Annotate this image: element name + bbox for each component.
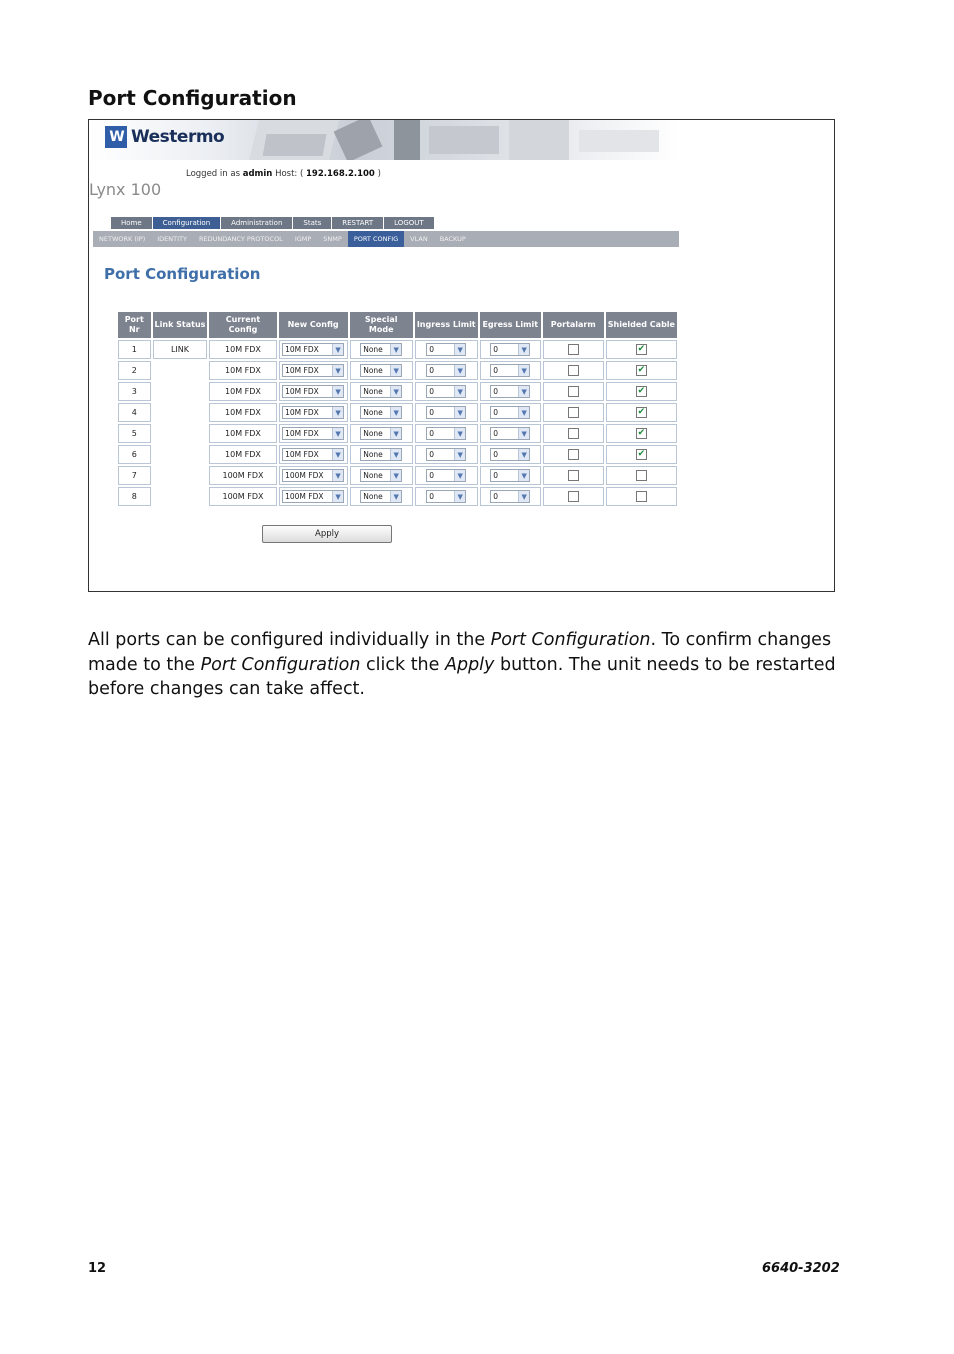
chevron-down-icon: ▼ bbox=[390, 386, 401, 397]
current-config-cell: 10M FDX bbox=[209, 445, 276, 464]
chevron-down-icon: ▼ bbox=[518, 449, 529, 460]
select-value: 0 bbox=[429, 345, 435, 354]
table-row bbox=[118, 361, 677, 380]
column-header: Link Status bbox=[153, 312, 208, 338]
screenshot-figure bbox=[88, 119, 835, 592]
subtab-vlan[interactable]: VLAN bbox=[410, 235, 428, 243]
ingress-limit-select[interactable] bbox=[426, 427, 466, 440]
special-mode-cell bbox=[350, 382, 413, 401]
brand-wordmark: Westermo bbox=[131, 127, 225, 147]
select-value: 0 bbox=[493, 408, 499, 417]
portalarm-cell bbox=[543, 361, 604, 380]
description-text: . To confirm changes made to the bbox=[88, 630, 832, 675]
ingress-limit-select[interactable] bbox=[426, 343, 466, 356]
tab-administration[interactable]: Administration bbox=[221, 217, 292, 229]
table-header-row bbox=[118, 312, 677, 338]
subtab-identity[interactable]: IDENTITY bbox=[157, 235, 187, 243]
chevron-down-icon: ▼ bbox=[390, 407, 401, 418]
select-value: 0 bbox=[493, 450, 499, 459]
shielded-cable-cell bbox=[606, 445, 677, 464]
chevron-down-icon: ▼ bbox=[390, 449, 401, 460]
port-number-cell: 8 bbox=[118, 487, 151, 506]
egress-limit-select[interactable] bbox=[490, 448, 530, 461]
new-config-select[interactable] bbox=[282, 385, 344, 398]
port-config-table bbox=[116, 310, 679, 508]
shielded-cable-cell bbox=[606, 361, 677, 380]
egress-limit-cell bbox=[480, 340, 541, 359]
shielded-cable-checkbox[interactable]: ✔ bbox=[637, 449, 646, 459]
portalarm-cell bbox=[543, 403, 604, 422]
main-nav bbox=[111, 217, 435, 229]
column-header: Egress Limit bbox=[480, 312, 541, 338]
egress-limit-select[interactable] bbox=[490, 469, 530, 482]
portalarm-checkbox[interactable] bbox=[568, 407, 579, 418]
description-emphasis: Port Configuration bbox=[490, 630, 651, 650]
special-mode-select[interactable] bbox=[360, 490, 402, 503]
chevron-down-icon: ▼ bbox=[332, 407, 343, 418]
chevron-down-icon: ▼ bbox=[518, 491, 529, 502]
egress-limit-cell bbox=[480, 382, 541, 401]
chevron-down-icon: ▼ bbox=[390, 428, 401, 439]
select-value: None bbox=[363, 387, 383, 396]
shielded-cable-cell bbox=[606, 487, 677, 506]
ingress-limit-cell bbox=[415, 340, 478, 359]
special-mode-select[interactable] bbox=[360, 343, 402, 356]
new-config-select[interactable] bbox=[282, 469, 344, 482]
select-value: 0 bbox=[493, 345, 499, 354]
egress-limit-select[interactable] bbox=[490, 343, 530, 356]
subtab-backup[interactable]: BACKUP bbox=[439, 235, 466, 243]
description-text: click the bbox=[360, 654, 445, 675]
select-value: None bbox=[363, 366, 383, 375]
link-status-cell: LINK bbox=[153, 340, 208, 359]
select-value: 10M FDX bbox=[285, 450, 319, 459]
shielded-cable-checkbox[interactable]: ✔ bbox=[637, 365, 646, 375]
ingress-limit-cell bbox=[415, 445, 478, 464]
special-mode-select[interactable] bbox=[360, 427, 402, 440]
special-mode-cell bbox=[350, 424, 413, 443]
host-suffix: ) bbox=[377, 169, 381, 179]
column-header: Port Nr bbox=[118, 312, 151, 338]
current-config-cell: 10M FDX bbox=[209, 340, 276, 359]
port-number-cell: 6 bbox=[118, 445, 151, 464]
tab-restart[interactable]: RESTART bbox=[332, 217, 383, 229]
column-header: New Config bbox=[279, 312, 348, 338]
chevron-down-icon: ▼ bbox=[454, 407, 465, 418]
document-number: 6640-3202 bbox=[762, 1261, 840, 1276]
portalarm-checkbox[interactable] bbox=[568, 449, 579, 460]
portalarm-cell bbox=[543, 382, 604, 401]
tab-home[interactable]: Home bbox=[111, 217, 152, 229]
egress-limit-cell bbox=[480, 361, 541, 380]
chevron-down-icon: ▼ bbox=[390, 470, 401, 481]
portalarm-checkbox[interactable] bbox=[568, 428, 579, 439]
shielded-cable-cell bbox=[606, 466, 677, 485]
ingress-limit-select[interactable] bbox=[426, 385, 466, 398]
table-row bbox=[118, 340, 677, 359]
ingress-limit-cell bbox=[415, 487, 478, 506]
egress-limit-cell bbox=[480, 445, 541, 464]
chevron-down-icon: ▼ bbox=[454, 428, 465, 439]
ingress-limit-select[interactable] bbox=[426, 490, 466, 503]
new-config-cell bbox=[279, 487, 348, 506]
login-prefix: Logged in as bbox=[186, 169, 240, 179]
table-body bbox=[118, 340, 677, 506]
column-header: Current Config bbox=[209, 312, 276, 338]
column-header: Shielded Cable bbox=[606, 312, 677, 338]
shielded-cable-cell bbox=[606, 403, 677, 422]
column-header: Portalarm bbox=[543, 312, 604, 338]
port-number-cell: 2 bbox=[118, 361, 151, 380]
special-mode-select[interactable] bbox=[360, 364, 402, 377]
select-value: 0 bbox=[493, 387, 499, 396]
portalarm-checkbox[interactable] bbox=[568, 344, 579, 355]
chevron-down-icon: ▼ bbox=[454, 344, 465, 355]
select-value: 10M FDX bbox=[285, 429, 319, 438]
ingress-limit-cell bbox=[415, 403, 478, 422]
subtab-snmp[interactable]: SNMP bbox=[323, 235, 342, 243]
portalarm-checkbox[interactable] bbox=[568, 470, 579, 481]
chevron-down-icon: ▼ bbox=[518, 407, 529, 418]
select-value: 100M FDX bbox=[285, 492, 324, 501]
new-config-cell bbox=[279, 403, 348, 422]
egress-limit-cell bbox=[480, 403, 541, 422]
new-config-cell bbox=[279, 382, 348, 401]
port-number-cell: 7 bbox=[118, 466, 151, 485]
column-header: Ingress Limit bbox=[415, 312, 478, 338]
section-heading: Port Configuration bbox=[88, 86, 297, 110]
chevron-down-icon: ▼ bbox=[390, 365, 401, 376]
special-mode-cell bbox=[350, 487, 413, 506]
shielded-cable-checkbox[interactable]: ✔ bbox=[637, 344, 646, 354]
select-value: 0 bbox=[429, 366, 435, 375]
special-mode-cell bbox=[350, 445, 413, 464]
shielded-cable-cell bbox=[606, 340, 677, 359]
chevron-down-icon: ▼ bbox=[454, 470, 465, 481]
ingress-limit-cell bbox=[415, 382, 478, 401]
current-config-cell: 10M FDX bbox=[209, 403, 276, 422]
new-config-select[interactable] bbox=[282, 427, 344, 440]
portalarm-checkbox[interactable] bbox=[568, 365, 579, 376]
select-value: 100M FDX bbox=[285, 471, 324, 480]
description-emphasis: Port Configuration bbox=[200, 654, 361, 675]
select-value: 0 bbox=[493, 492, 499, 501]
shielded-cable-cell bbox=[606, 424, 677, 443]
portalarm-cell bbox=[543, 340, 604, 359]
product-name: Lynx 100 bbox=[89, 180, 162, 199]
select-value: 0 bbox=[429, 471, 435, 480]
ingress-limit-cell bbox=[415, 361, 478, 380]
new-config-cell bbox=[279, 424, 348, 443]
new-config-cell bbox=[279, 340, 348, 359]
portalarm-cell bbox=[543, 445, 604, 464]
special-mode-select[interactable] bbox=[360, 385, 402, 398]
select-value: None bbox=[363, 408, 383, 417]
ingress-limit-cell bbox=[415, 424, 478, 443]
shielded-cable-cell bbox=[606, 382, 677, 401]
host-ip: 192.168.2.100 bbox=[306, 169, 375, 179]
header-banner bbox=[89, 120, 679, 160]
banner-device-photo bbox=[219, 120, 679, 160]
port-number-cell: 3 bbox=[118, 382, 151, 401]
chevron-down-icon: ▼ bbox=[454, 449, 465, 460]
portalarm-checkbox[interactable] bbox=[568, 386, 579, 397]
egress-limit-cell bbox=[480, 466, 541, 485]
logo-mark-icon: W bbox=[105, 126, 127, 148]
chevron-down-icon: ▼ bbox=[332, 491, 343, 502]
chevron-down-icon: ▼ bbox=[454, 365, 465, 376]
subtab-igmp[interactable]: IGMP bbox=[294, 235, 312, 243]
chevron-down-icon: ▼ bbox=[390, 344, 401, 355]
page-number: 12 bbox=[88, 1261, 107, 1276]
portalarm-cell bbox=[543, 466, 604, 485]
tab-stats[interactable]: Stats bbox=[293, 217, 331, 229]
special-mode-select[interactable] bbox=[360, 448, 402, 461]
portalarm-checkbox[interactable] bbox=[568, 491, 579, 502]
ingress-limit-select[interactable] bbox=[426, 406, 466, 419]
current-config-cell: 10M FDX bbox=[209, 382, 276, 401]
select-value: 10M FDX bbox=[285, 345, 319, 354]
select-value: 0 bbox=[429, 387, 435, 396]
select-value: 0 bbox=[429, 492, 435, 501]
tab-logout[interactable]: LOGOUT bbox=[384, 217, 434, 229]
select-value: None bbox=[363, 492, 383, 501]
portalarm-cell bbox=[543, 424, 604, 443]
current-config-cell: 10M FDX bbox=[209, 424, 276, 443]
subtab-port-config[interactable]: PORT CONFIG bbox=[348, 231, 404, 247]
ingress-limit-cell bbox=[415, 466, 478, 485]
chevron-down-icon: ▼ bbox=[332, 344, 343, 355]
chevron-down-icon: ▼ bbox=[332, 365, 343, 376]
egress-limit-cell bbox=[480, 424, 541, 443]
subtab-redundancy-protocol[interactable]: REDUNDANCY PROTOCOL bbox=[198, 235, 283, 243]
column-header: Special Mode bbox=[350, 312, 413, 338]
port-number-cell: 5 bbox=[118, 424, 151, 443]
egress-limit-select[interactable] bbox=[490, 364, 530, 377]
shielded-cable-checkbox[interactable] bbox=[636, 491, 647, 502]
current-config-cell: 100M FDX bbox=[209, 466, 276, 485]
host-label: Host: ( bbox=[275, 169, 304, 179]
special-mode-cell bbox=[350, 361, 413, 380]
shielded-cable-checkbox[interactable]: ✔ bbox=[637, 428, 646, 438]
login-info bbox=[186, 169, 381, 179]
chevron-down-icon: ▼ bbox=[332, 386, 343, 397]
select-value: 10M FDX bbox=[285, 408, 319, 417]
ingress-limit-select[interactable] bbox=[426, 469, 466, 482]
apply-button[interactable]: Apply bbox=[262, 525, 392, 543]
select-value: 10M FDX bbox=[285, 387, 319, 396]
new-config-select[interactable] bbox=[282, 490, 344, 503]
brand-logo bbox=[105, 126, 224, 148]
portalarm-cell bbox=[543, 487, 604, 506]
special-mode-cell bbox=[350, 466, 413, 485]
select-value: 0 bbox=[493, 366, 499, 375]
subtab-network-ip[interactable]: NETWORK (IP) bbox=[99, 235, 146, 243]
shielded-cable-checkbox[interactable]: ✔ bbox=[637, 407, 646, 417]
description-text: button. The unit needs to be restarted before changes can take affect. bbox=[88, 654, 836, 699]
ingress-limit-select[interactable] bbox=[426, 448, 466, 461]
sub-nav bbox=[93, 231, 679, 247]
egress-limit-select[interactable] bbox=[490, 385, 530, 398]
shielded-cable-checkbox[interactable]: ✔ bbox=[637, 386, 646, 396]
chevron-down-icon: ▼ bbox=[332, 449, 343, 460]
egress-limit-select[interactable] bbox=[490, 427, 530, 440]
special-mode-select[interactable] bbox=[360, 406, 402, 419]
port-number-cell: 4 bbox=[118, 403, 151, 422]
current-config-cell: 100M FDX bbox=[209, 487, 276, 506]
shielded-cable-checkbox[interactable] bbox=[636, 470, 647, 481]
tab-configuration[interactable]: Configuration bbox=[153, 217, 220, 229]
port-number-cell: 1 bbox=[118, 340, 151, 359]
new-config-select[interactable] bbox=[282, 406, 344, 419]
link-status-cell bbox=[153, 361, 208, 506]
description-paragraph bbox=[88, 628, 840, 702]
login-user: admin bbox=[242, 169, 273, 179]
new-config-select[interactable] bbox=[282, 364, 344, 377]
new-config-cell bbox=[279, 445, 348, 464]
new-config-select[interactable] bbox=[282, 343, 344, 356]
select-value: None bbox=[363, 450, 383, 459]
select-value: 0 bbox=[493, 471, 499, 480]
egress-limit-select[interactable] bbox=[490, 490, 530, 503]
special-mode-cell bbox=[350, 340, 413, 359]
select-value: 10M FDX bbox=[285, 366, 319, 375]
description-text: All ports can be configured individually in the bbox=[88, 630, 491, 650]
chevron-down-icon: ▼ bbox=[518, 344, 529, 355]
page-title: Port Configuration bbox=[104, 265, 261, 283]
select-value: None bbox=[363, 429, 383, 438]
chevron-down-icon: ▼ bbox=[390, 491, 401, 502]
ingress-limit-select[interactable] bbox=[426, 364, 466, 377]
select-value: 0 bbox=[429, 450, 435, 459]
new-config-cell bbox=[279, 466, 348, 485]
chevron-down-icon: ▼ bbox=[454, 491, 465, 502]
select-value: 0 bbox=[493, 429, 499, 438]
select-value: None bbox=[363, 345, 383, 354]
select-value: 0 bbox=[429, 408, 435, 417]
chevron-down-icon: ▼ bbox=[332, 470, 343, 481]
chevron-down-icon: ▼ bbox=[518, 386, 529, 397]
chevron-down-icon: ▼ bbox=[518, 428, 529, 439]
chevron-down-icon: ▼ bbox=[518, 470, 529, 481]
description-emphasis: Apply bbox=[444, 654, 495, 675]
chevron-down-icon: ▼ bbox=[332, 428, 343, 439]
chevron-down-icon: ▼ bbox=[454, 386, 465, 397]
new-config-cell bbox=[279, 361, 348, 380]
chevron-down-icon: ▼ bbox=[518, 365, 529, 376]
special-mode-select[interactable] bbox=[360, 469, 402, 482]
select-value: 0 bbox=[429, 429, 435, 438]
egress-limit-select[interactable] bbox=[490, 406, 530, 419]
egress-limit-cell bbox=[480, 487, 541, 506]
new-config-select[interactable] bbox=[282, 448, 344, 461]
current-config-cell: 10M FDX bbox=[209, 361, 276, 380]
special-mode-cell bbox=[350, 403, 413, 422]
select-value: None bbox=[363, 471, 383, 480]
